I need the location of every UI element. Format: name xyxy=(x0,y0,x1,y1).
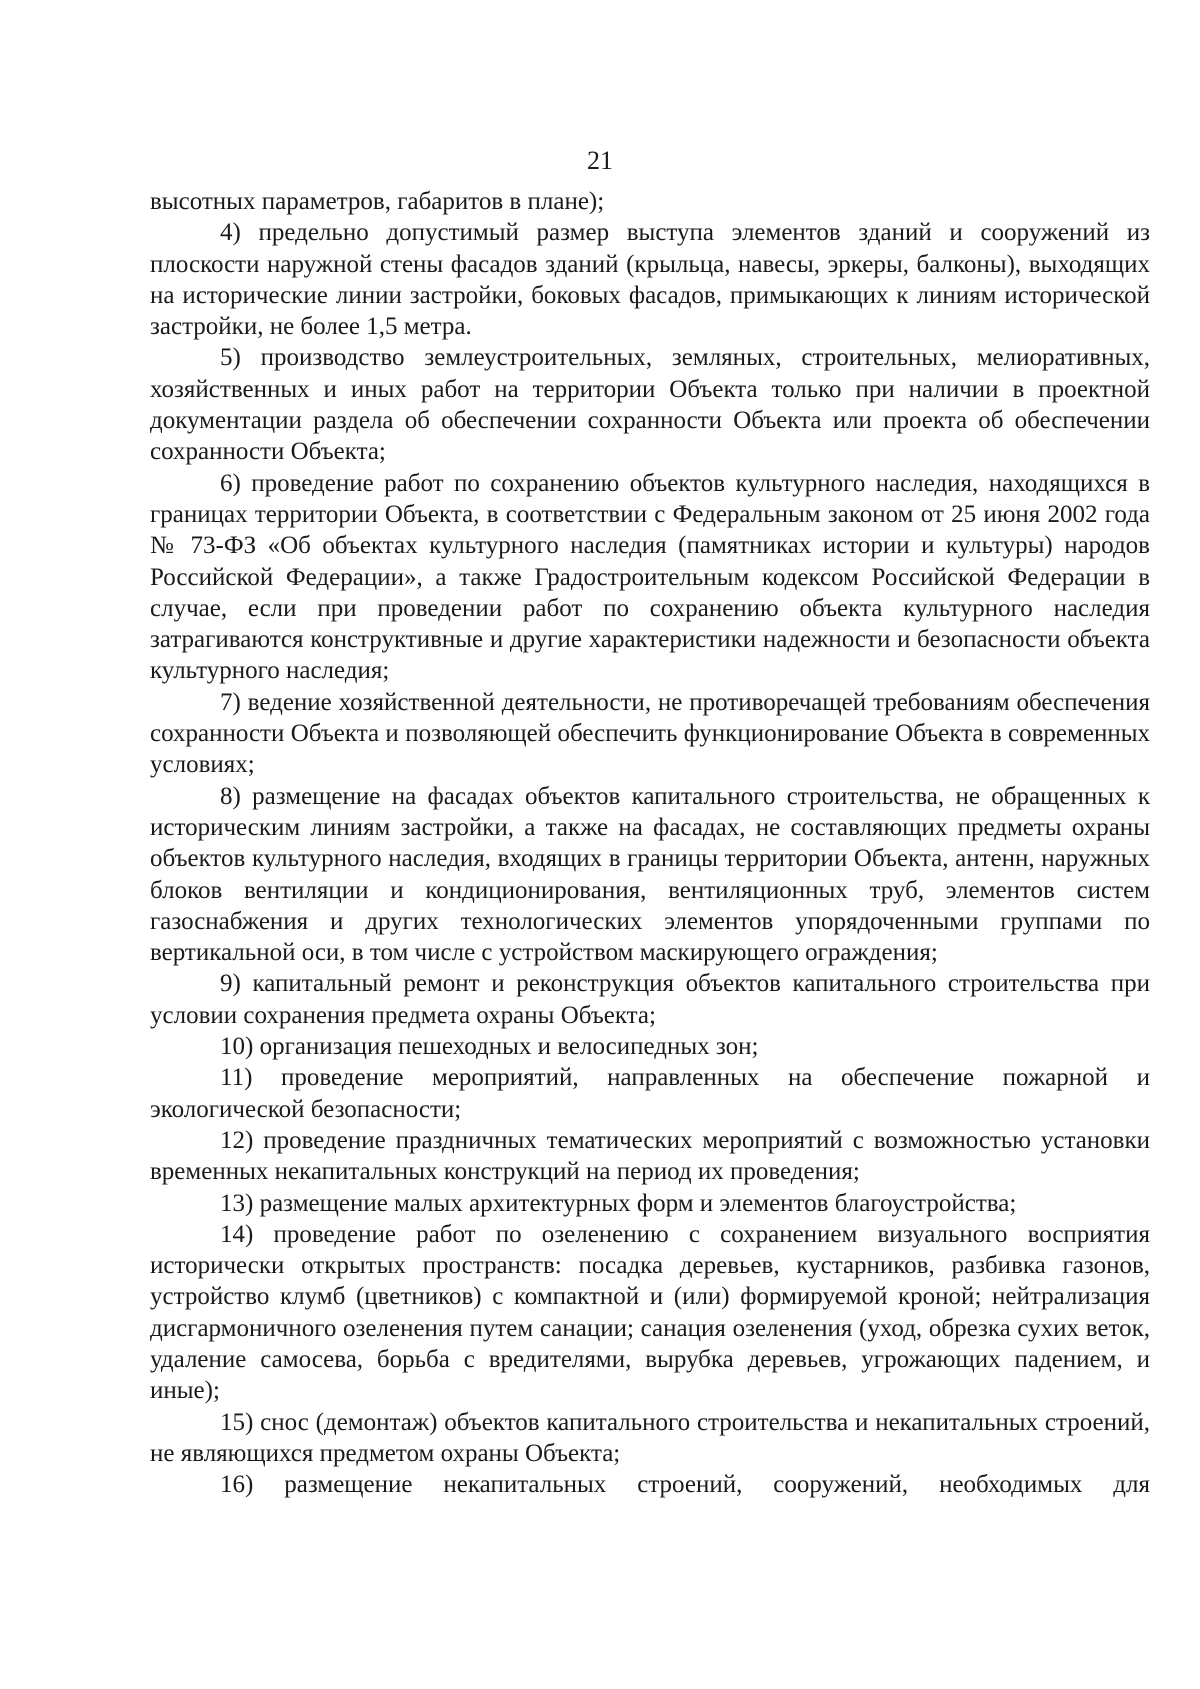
list-item-paragraph: 15) снос (демонтаж) объектов капитального строительства и некапитальных строений, не являющихся предметом охраны Объекта; xyxy=(150,1408,1150,1467)
list-item-paragraph: 6) проведение работ по сохранению объектов культурного наследия, находящихся в границах территории Объекта, в соответствии с Федеральным законом от 25 июня 2002 года № 73-ФЗ «Об объектах культурного наследия (памятниках истории и культуры) народов Российской Федерации», а также Градостроительным кодексом Российской Федерации в случае, если при проведении работ по сохранению объекта культурного наследия затрагиваются конструктивные и другие характеристики надежности и безопасности объекта культурного наследия; xyxy=(150,469,1150,685)
list-item-paragraph: 14) проведение работ по озеленению с сохранением визуального восприятия исторически открытых пространств: посадка деревьев, кустарников, разбивка газонов, устройство клумб (цветников) с компактной и (или) формируемой кроной; нейтрализация дисгармоничного озеленения путем санации; санация озеленения (уход, обрезка сухих веток, удаление самосева, борьба с вредителями, вырубка деревьев, угрожающих падением, и иные); xyxy=(150,1220,1150,1405)
document-body xyxy=(150,186,1150,1500)
page-number: 21 xyxy=(587,146,613,175)
list-item-paragraph: 10) организация пешеходных и велосипедных зон; xyxy=(220,1033,759,1061)
list-item-paragraph: 8) размещение на фасадах объектов капитального строительства, не обращенных к историческим линиям застройки, а также на фасадах, не составляющих предметы охраны объектов культурного наследия, входящих в границы территории Объекта, антенн, наружных блоков вентиляции и кондиционирования, вентиляционных труб, элементов систем газоснабжения и других технологических элементов упорядоченными группами по вертикальной оси, в том числе с устройством маскирующего ограждения; xyxy=(150,782,1150,967)
paragraph-continuation: высотных параметров, габаритов в плане); xyxy=(150,188,605,215)
list-item-paragraph: 5) производство землеустроительных, земляных, строительных, мелиоративных, хозяйственных и иных работ на территории Объекта только при наличии в проектной документации раздела об обеспечении сохранности Объекта или проекта об обеспечении сохранности Объекта; xyxy=(150,344,1150,466)
list-item-paragraph: 16) размещение некапитальных строений, сооружений, необходимых для xyxy=(220,1471,1150,1499)
list-item-paragraph: 4) предельно допустимый размер выступа элементов зданий и сооружений из плоскости наружной стены фасадов зданий (крыльца, навесы, эркеры, балконы), выходящих на исторические линии застройки, боковых фасадов, примыкающих к линиям исторической застройки, не более 1,5 метра. xyxy=(150,219,1150,341)
list-item-paragraph: 7) ведение хозяйственной деятельности, не противоречащей требованиям обеспечения сохранности Объекта и позволяющей обеспечить функционирование Объекта в современных условиях; xyxy=(150,688,1150,779)
list-item-paragraph: 12) проведение праздничных тематических мероприятий с возможностью установки временных некапитальных конструкций на период их проведения; xyxy=(150,1126,1150,1186)
list-item-paragraph: 13) размещение малых архитектурных форм и элементов благоустройства; xyxy=(220,1189,1017,1217)
list-item-paragraph: 9) капитальный ремонт и реконструкция объектов капитального строительства при условии сохранения предмета охраны Объекта; xyxy=(150,970,1150,1029)
list-item-paragraph: 11) проведение мероприятий, направленных на обеспечение пожарной и экологической безопасности; xyxy=(150,1064,1150,1123)
